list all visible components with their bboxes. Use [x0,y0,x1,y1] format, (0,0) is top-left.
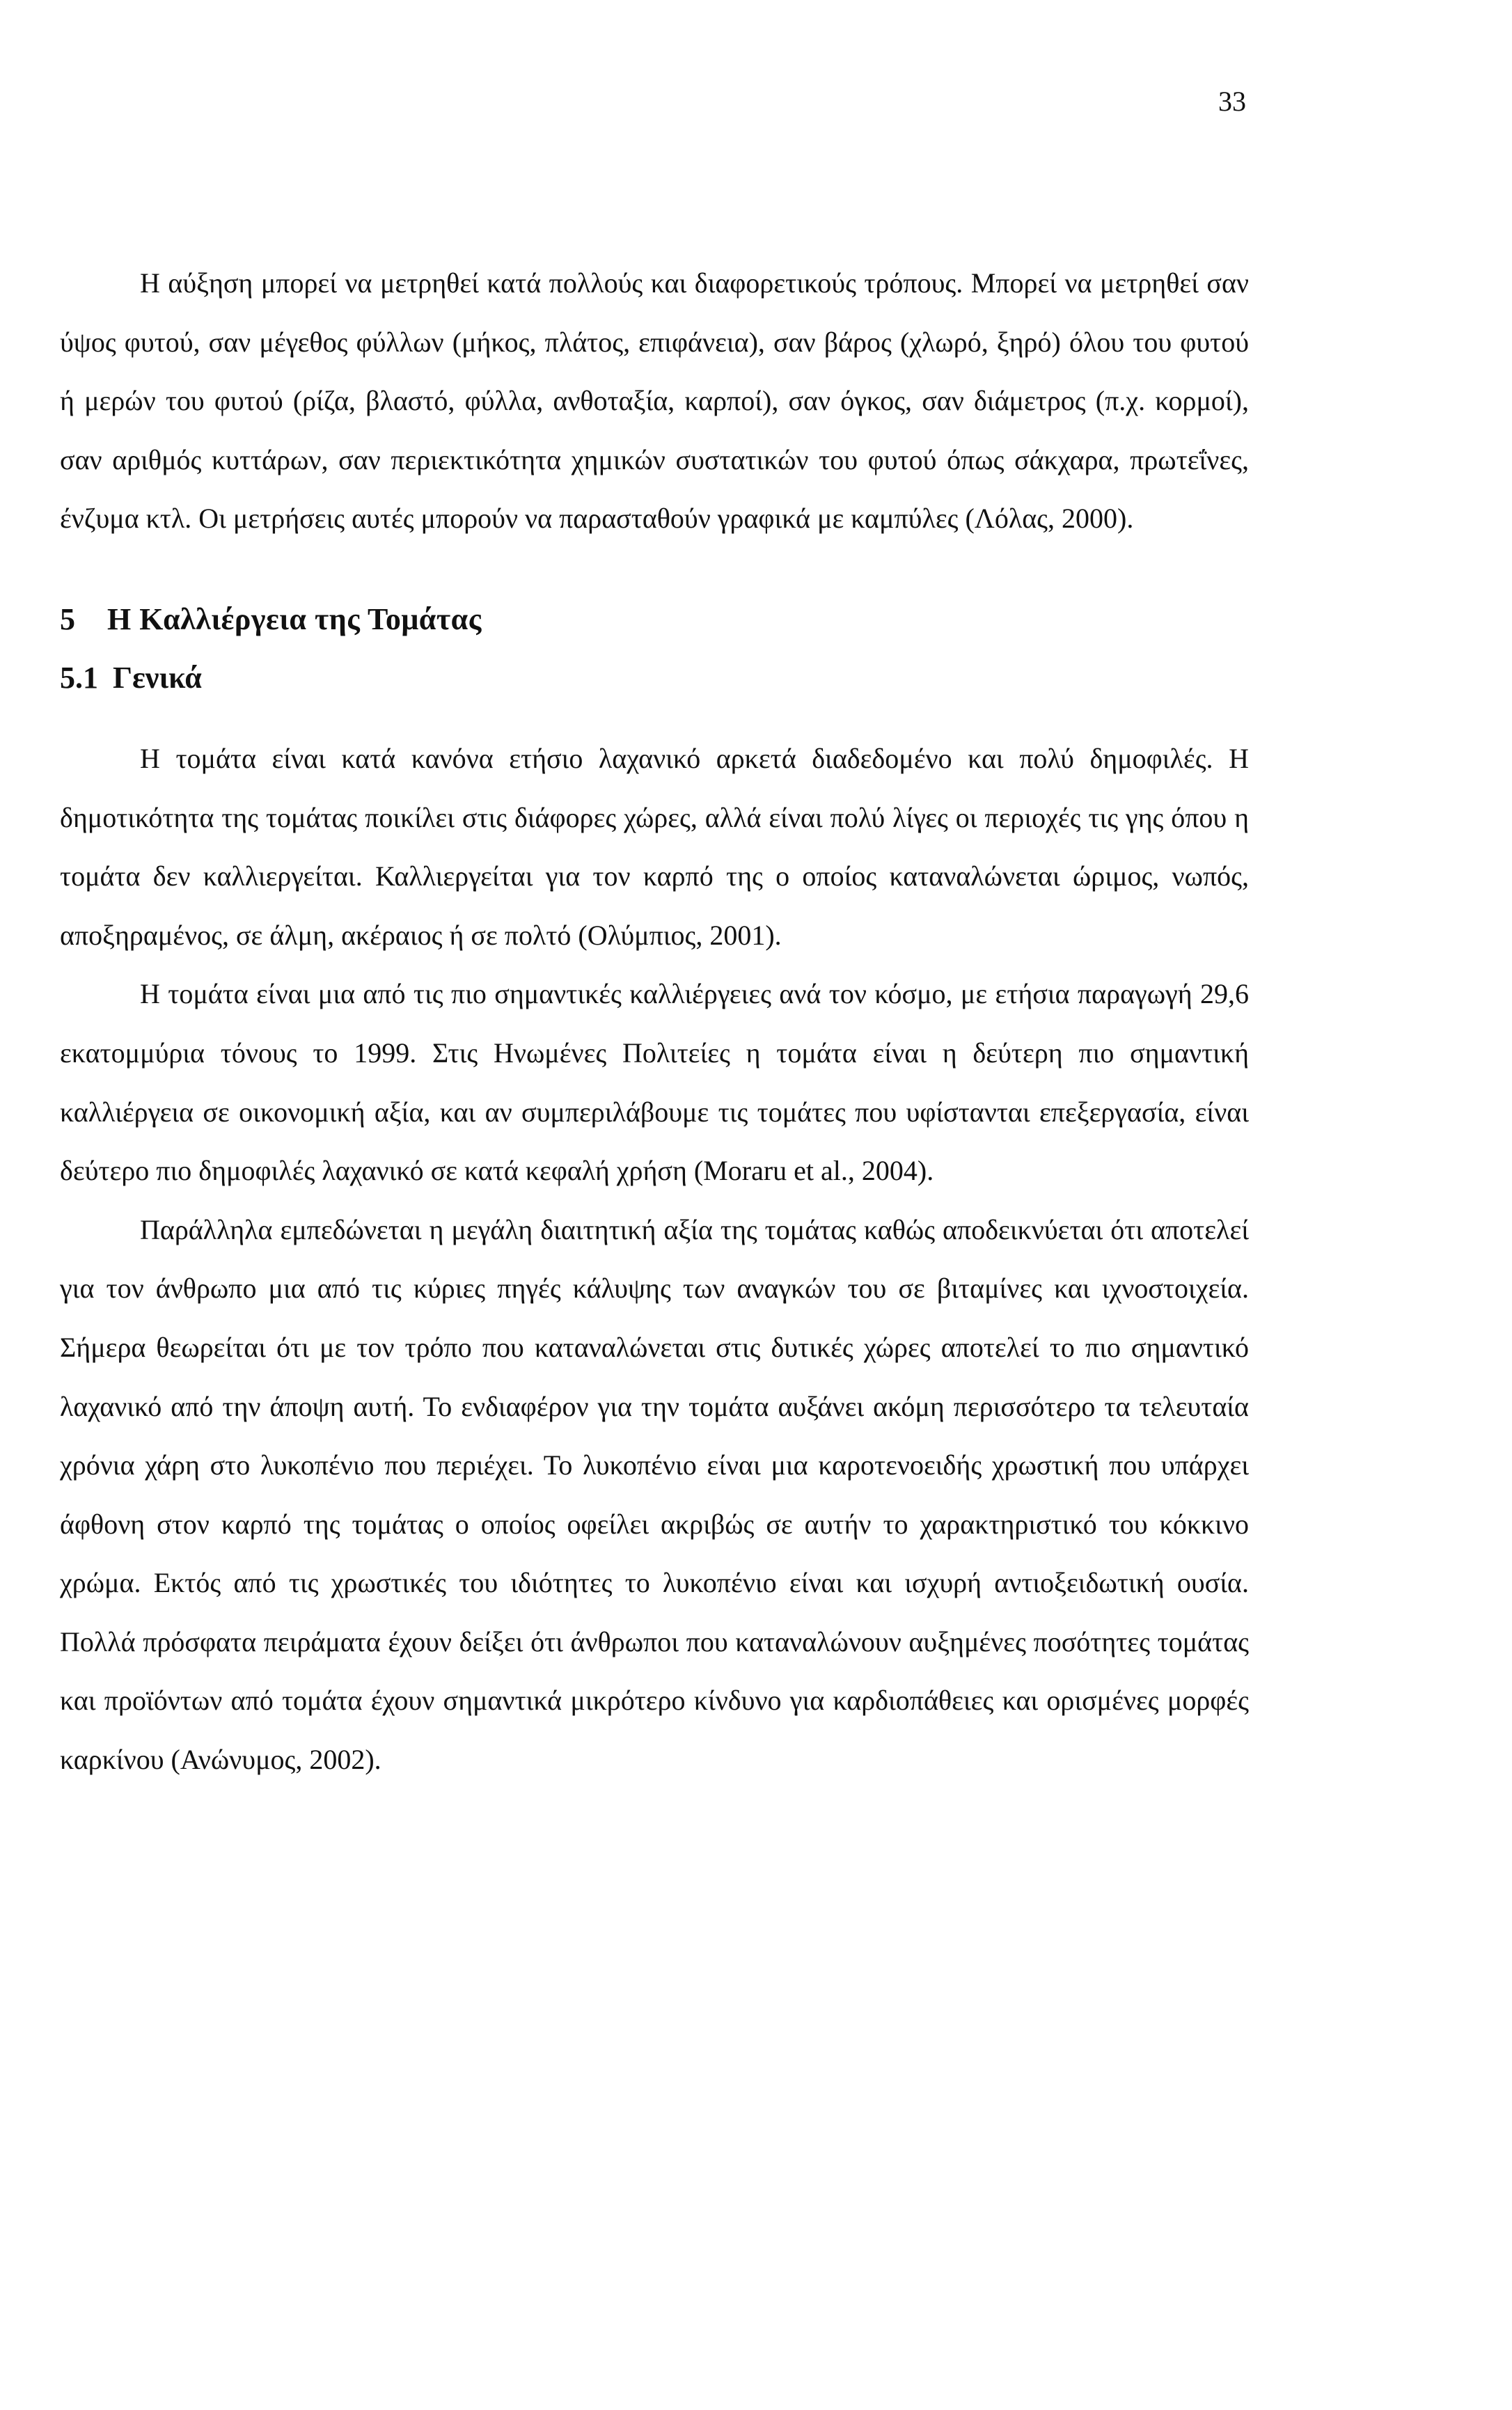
subsection-heading [60,649,1249,707]
body-paragraph: Η τομάτα είναι μια από τις πιο σημαντικές καλλιέργειες ανά τον κόσμο, με ετήσια παραγωγή 29,6 εκατομμύρια τόνους το 1999. Στις Ηνωμένες Πολιτείες η τομάτα είναι η δεύτερη πιο σημαντική καλλιέργεια σε οικονομική αξία, και αν συμπεριλάβουμε τις τομάτες που υφίστανται επεξεργασία, είναι δεύτερο πιο δημοφιλές λαχανικό σε κατά κεφαλή χρήση (Moraru et al., 2004). [60,978,1249,1187]
section-number: 5 [60,601,76,636]
intro-paragraph: Η αύξηση μπορεί να μετρηθεί κατά πολλούς και διαφορετικούς τρόπους. Μπορεί να μετρηθεί σαν ύψος φυτού, σαν μέγεθος φύλλων (μήκος, πλάτος, επιφάνεια), σαν βάρος (χλωρό, ξηρό) όλου του φυτού ή μερών του φυτού (ρίζα, βλαστό, φύλλα, ανθοταξία, καρποί), σαν όγκος, σαν διάμετρος (π.χ. κορμοί), σαν αριθμός κυττάρων, σαν περιεκτικότητα χημικών συστατικών του φυτού όπως σάκχαρα, πρωτεΐνες, ένζυμα κτλ. Οι μετρήσεις αυτές μπορούν να παρασταθούν γραφικά με καμπύλες (Λόλας, 2000). [60,267,1249,535]
page-number: 33 [1218,86,1246,117]
page-content [60,254,1249,1790]
body-paragraph: Η τομάτα είναι κατά κανόνα ετήσιο λαχανικό αρκετά διαδεδομένο και πολύ δημοφιλές. Η δημοτικότητα της τομάτας ποικίλει στις διάφορες χώρες, αλλά είναι πολύ λίγες οι περιοχές τις γης όπου η τομάτα δεν καλλιεργείται. Καλλιεργείται για τον καρπό της ο οποίος καταναλώνεται ώριμος, νωπός, αποξηραμένος, σε άλμη, ακέραιος ή σε πολτό (Ολύμπιος, 2001). [60,742,1249,951]
section-heading [60,590,1249,649]
body-paragraph: Παράλληλα εμπεδώνεται η μεγάλη διαιτητική αξία της τομάτας καθώς αποδεικνύεται ότι αποτελεί για τον άνθρωπο μια από τις κύριες πηγές κάλυψης των αναγκών του σε βιταμίνες και ιχνοστοιχεία. Σήμερα θεωρείται ότι με τον τρόπο που καταναλώνεται στις δυτικές χώρες αποτελεί το πιο σημαντικό λαχανικό από την άποψη αυτή. Το ενδιαφέρον για την τομάτα αυξάνει ακόμη περισσότερο τα τελευταία χρόνια χάρη στο λυκοπένιο που περιέχει. Το λυκοπένιο είναι μια καροτενοειδής χρωστική που υπάρχει άφθονη στον καρπό της τομάτας ο οποίος οφείλει ακριβώς σε αυτήν το χαρακτηριστικό του κόκκινο χρώμα. Εκτός από τις χρωστικές του ιδιότητες το λυκοπένιο είναι και ισχυρή αντιοξειδωτική ουσία. Πολλά πρόσφατα πειράματα έχουν δείξει ότι άνθρωποι που καταναλώνουν αυξημένες ποσότητες τομάτας και προϊόντων από τομάτα έχουν σημαντικά μικρότερο κίνδυνο για καρδιοπάθειες και ορισμένες μορφές καρκίνου (Ανώνυμος, 2002). [60,1213,1249,1776]
subsection-title: Γενικά [113,660,202,695]
section-title: Η Καλλιέργεια της Τομάτας [107,601,482,636]
subsection-number: 5.1 [60,660,98,695]
